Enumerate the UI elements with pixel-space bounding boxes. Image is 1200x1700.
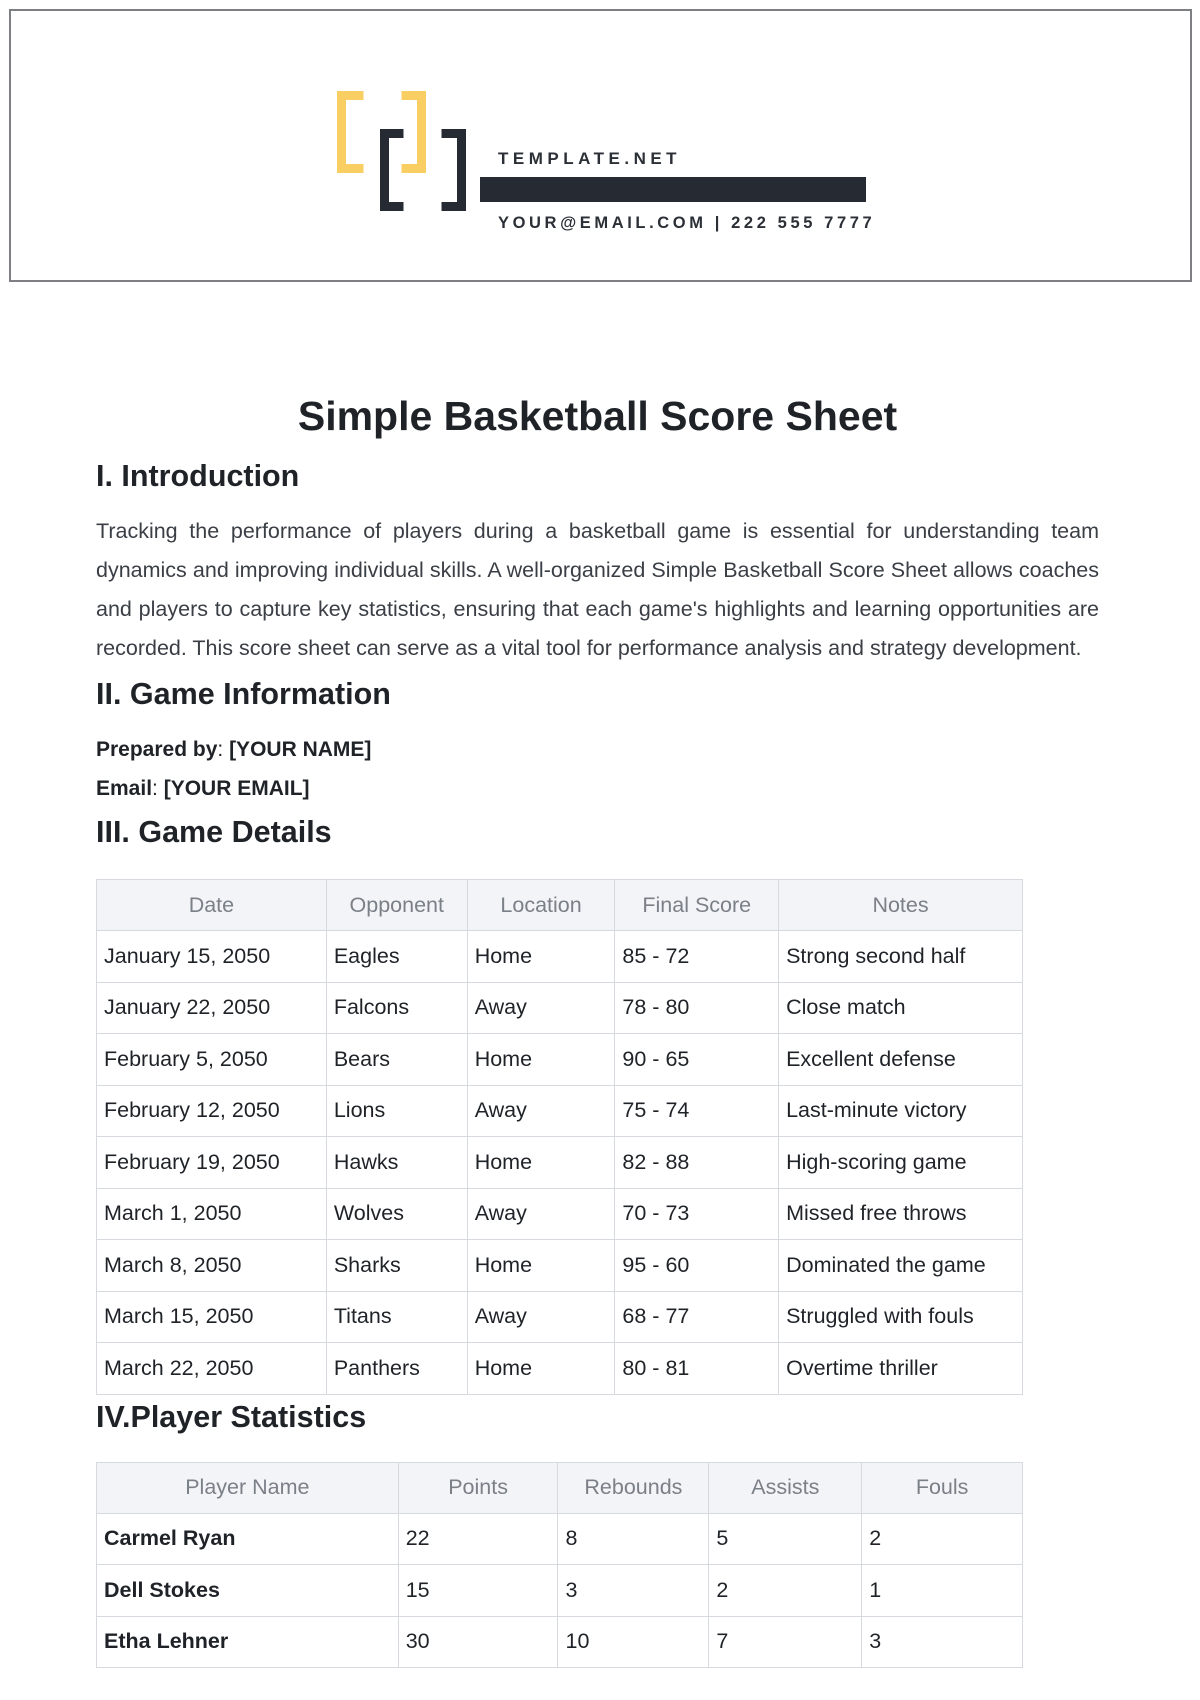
table-cell: Home — [467, 931, 615, 983]
table-cell: January 22, 2050 — [97, 982, 327, 1034]
table-cell: Close match — [779, 982, 1023, 1034]
player-statistics-table — [96, 1462, 1023, 1669]
table-header-row — [97, 1462, 1023, 1513]
table-cell: March 22, 2050 — [97, 1343, 327, 1395]
table-cell: Overtime thriller — [779, 1343, 1023, 1395]
table-cell: Panthers — [326, 1343, 467, 1395]
table-cell: Dell Stokes — [97, 1565, 399, 1617]
email-label: Email — [96, 777, 153, 800]
table-cell: Sharks — [326, 1240, 467, 1292]
table-cell: Carmel Ryan — [97, 1513, 399, 1565]
column-header: Final Score — [615, 880, 779, 931]
table-row — [97, 1291, 1023, 1343]
column-header: Opponent — [326, 880, 467, 931]
table-cell: March 1, 2050 — [97, 1188, 327, 1240]
table-cell: Last-minute victory — [779, 1085, 1023, 1137]
email-line: Email: [YOUR EMAIL] — [96, 777, 310, 800]
table-cell: 30 — [398, 1616, 558, 1668]
table-cell: 2 — [862, 1513, 1023, 1565]
table-cell: 78 - 80 — [615, 982, 779, 1034]
table-cell: January 15, 2050 — [97, 931, 327, 983]
page-title: Simple Basketball Score Sheet — [297, 393, 898, 439]
table-cell: 8 — [558, 1513, 709, 1565]
table-cell: Lions — [326, 1085, 467, 1137]
introduction-text: Tracking the performance of players during a basketball game is essential for understanding team dynamics and improving individual skills. A well-organized Simple Basketball Score Sheet allows coaches and players to capture key statistics, ensuring that each game's highlights and learning opportunities are recorded. This score sheet can serve as a vital tool for performance analysis and strategy development. — [96, 519, 1099, 660]
column-header: Assists — [709, 1462, 862, 1513]
email-value: [YOUR EMAIL] — [163, 777, 310, 800]
table-row — [97, 1137, 1023, 1189]
brand-name: TEMPLATE.NET — [498, 149, 682, 168]
table-cell: Home — [467, 1137, 615, 1189]
table-cell: Home — [467, 1343, 615, 1395]
table-row — [97, 1240, 1023, 1292]
table-cell: 5 — [709, 1513, 862, 1565]
table-cell: 75 - 74 — [615, 1085, 779, 1137]
table-row — [97, 1616, 1023, 1668]
table-cell: 2 — [709, 1565, 862, 1617]
column-header: Points — [398, 1462, 558, 1513]
table-cell: 10 — [558, 1616, 709, 1668]
table-cell: 3 — [558, 1565, 709, 1617]
table-cell: Falcons — [326, 982, 467, 1034]
prepared-by-label: Prepared by — [96, 738, 218, 761]
introduction-heading: I. Introduction — [96, 459, 300, 493]
table-cell: 1 — [862, 1565, 1023, 1617]
table-cell: Home — [467, 1240, 615, 1292]
table-row — [97, 1034, 1023, 1086]
column-header: Notes — [779, 880, 1023, 931]
column-header: Rebounds — [558, 1462, 709, 1513]
table-cell: Wolves — [326, 1188, 467, 1240]
table-cell: Etha Lehner — [97, 1616, 399, 1668]
table-cell: February 19, 2050 — [97, 1137, 327, 1189]
table-cell: 7 — [709, 1616, 862, 1668]
table-row — [97, 1188, 1023, 1240]
game-information-heading: II. Game Information — [96, 677, 391, 711]
table-cell: Hawks — [326, 1137, 467, 1189]
game-details-heading: III. Game Details — [96, 815, 332, 849]
table-cell: Excellent defense — [779, 1034, 1023, 1086]
table-cell: 22 — [398, 1513, 558, 1565]
prepared-by-line: Prepared by: [YOUR NAME] — [96, 738, 372, 761]
table-cell: Strong second half — [779, 931, 1023, 983]
table-row — [97, 1513, 1023, 1565]
table-cell: March 15, 2050 — [97, 1291, 327, 1343]
column-header: Fouls — [862, 1462, 1023, 1513]
brand-logo-icon — [337, 91, 467, 221]
table-cell: Missed free throws — [779, 1188, 1023, 1240]
table-cell: 3 — [862, 1616, 1023, 1668]
column-header: Location — [467, 880, 615, 931]
table-header-row — [97, 880, 1023, 931]
document-body — [96, 390, 1099, 1668]
table-cell: Away — [467, 982, 615, 1034]
table-row — [97, 931, 1023, 983]
table-cell: Away — [467, 1085, 615, 1137]
letterhead — [9, 9, 1192, 282]
column-header: Player Name — [97, 1462, 399, 1513]
brand-contact: YOUR@EMAIL.COM | 222 555 7777 — [498, 214, 876, 232]
table-row — [97, 1565, 1023, 1617]
table-cell: March 8, 2050 — [97, 1240, 327, 1292]
table-cell: Away — [467, 1188, 615, 1240]
table-row — [97, 982, 1023, 1034]
table-cell: 85 - 72 — [615, 931, 779, 983]
column-header: Date — [97, 880, 327, 931]
table-row — [97, 1343, 1023, 1395]
table-cell: Struggled with fouls — [779, 1291, 1023, 1343]
table-cell: 90 - 65 — [615, 1034, 779, 1086]
player-statistics-heading: IV.Player Statistics — [96, 1399, 367, 1434]
table-cell: February 5, 2050 — [97, 1034, 327, 1086]
table-cell: Bears — [326, 1034, 467, 1086]
game-information — [96, 730, 1099, 808]
table-row — [97, 1085, 1023, 1137]
brand-bar — [480, 177, 866, 202]
table-cell: Away — [467, 1291, 615, 1343]
table-cell: 80 - 81 — [615, 1343, 779, 1395]
game-details-table — [96, 879, 1023, 1395]
table-cell: 68 - 77 — [615, 1291, 779, 1343]
table-cell: 95 - 60 — [615, 1240, 779, 1292]
table-cell: 70 - 73 — [615, 1188, 779, 1240]
table-cell: February 12, 2050 — [97, 1085, 327, 1137]
table-cell: Titans — [326, 1291, 467, 1343]
table-cell: Dominated the game — [779, 1240, 1023, 1292]
table-cell: 15 — [398, 1565, 558, 1617]
table-cell: 82 - 88 — [615, 1137, 779, 1189]
table-cell: Home — [467, 1034, 615, 1086]
table-cell: High-scoring game — [779, 1137, 1023, 1189]
prepared-by-value: [YOUR NAME] — [229, 738, 372, 761]
table-cell: Eagles — [326, 931, 467, 983]
